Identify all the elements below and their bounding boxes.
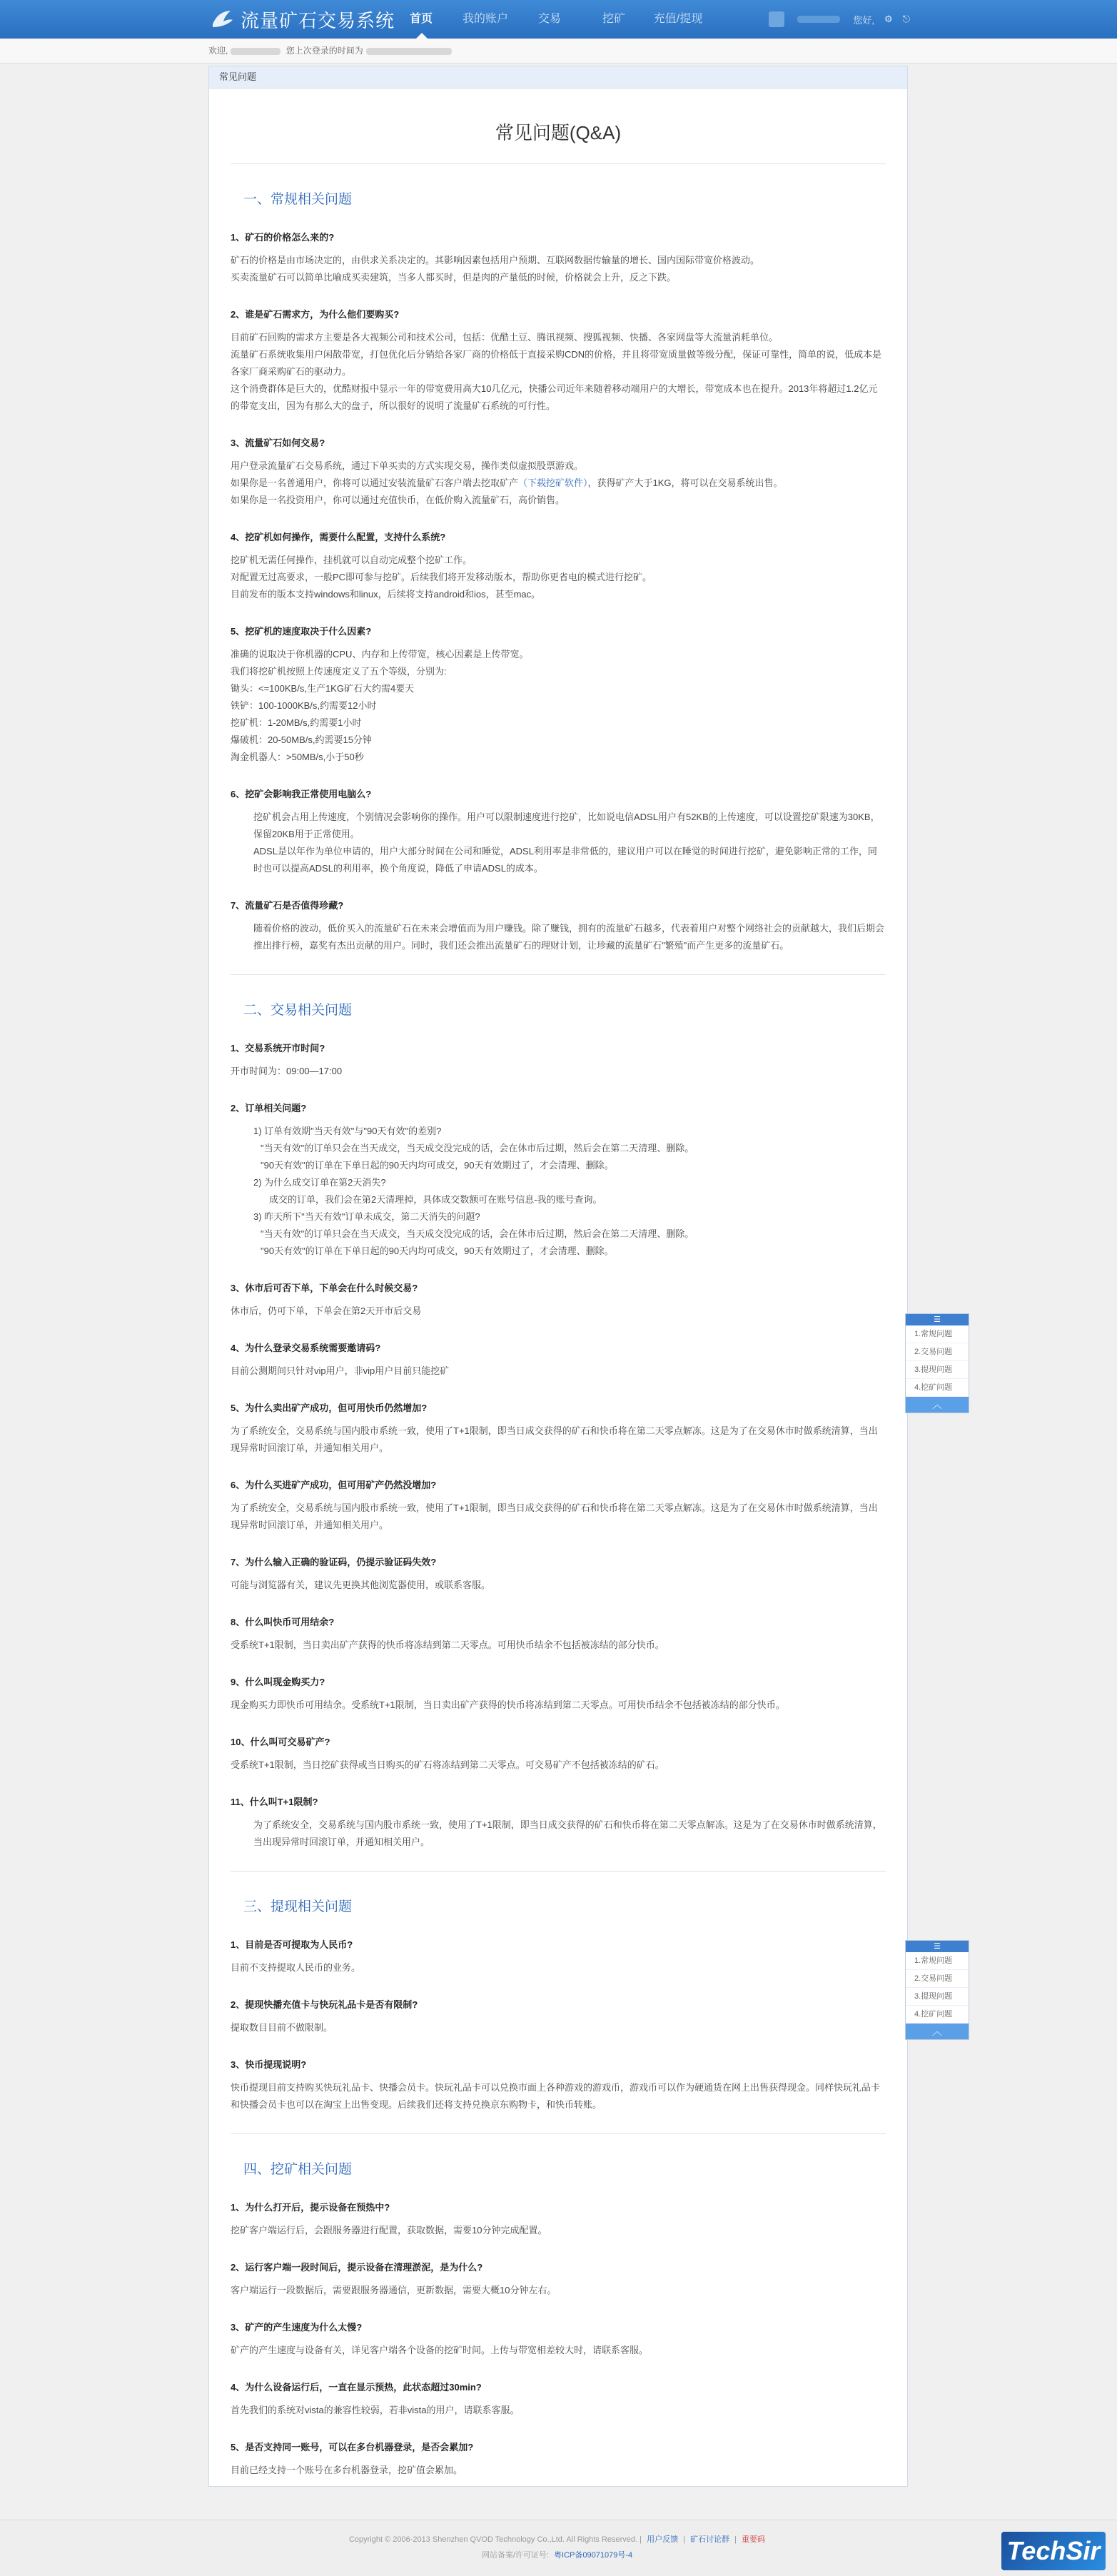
answer-text: 矿产的产生速度与设备有关，详见客户端各个设备的挖矿时间。上传与带宽相差较大时，请联系客服。: [231, 2345, 649, 2355]
settings-icon[interactable]: ⚙: [884, 14, 893, 24]
faq-sections: [209, 188, 907, 2479]
faq-answer-line: [231, 749, 886, 766]
faq-item: [231, 1040, 886, 1080]
answer-text: 这个消费群体是巨大的，优酷财报中显示一年的带宽费用高大10几亿元，快播公司近年来随着移动端用户的大增长，带宽成本也在提升。2013年将超过1.2亿元的带宽支出，因为有那么大的盘子，所以很好的说明了流量矿石系统的可行性。: [231, 383, 878, 411]
faq-answer-line: [231, 1757, 886, 1774]
faq-question: 3、快币提现说明?: [231, 2059, 307, 2070]
faq-answer-line: [231, 1140, 886, 1157]
faq-question: 1、为什么打开后，提示设备在预热中?: [231, 2202, 390, 2213]
faq-item: [231, 897, 886, 954]
answer-text: 客户端运行一段数据后，需要跟服务器通信，更新数据，需要大概10分钟左右。: [231, 2285, 557, 2295]
faq-answer-line: [231, 809, 886, 843]
faq-question: 5、是否支持同一账号，可以在多台机器登录，是否会累加?: [231, 2442, 474, 2453]
feedback-link[interactable]: 用户反馈: [647, 2535, 679, 2544]
faq-answer-line: [231, 458, 886, 475]
faq-question: 2、订单相关问题?: [231, 1103, 307, 1113]
answer-text: 挖矿机会占用上传速度，个别情况会影响你的操作。用户可以限制速度进行挖矿，比如说电信ADSL用户有52KB的上传速度，可以设置挖矿限速为30KB，保留20KB用于正常使用。: [253, 812, 880, 839]
nav-recharge-withdraw[interactable]: 充值/提现: [653, 13, 703, 25]
side-nav-item-withdraw[interactable]: 3.提现问题: [906, 1361, 969, 1379]
user-greeting: 您好,: [853, 14, 875, 26]
faq-item: [231, 2379, 886, 2419]
faq-question: 5、挖矿机的速度取决于什么因素?: [231, 626, 372, 637]
answer-text: 目前发布的版本支持windows和linux，后续将支持android和ios，甚至mac。: [231, 589, 541, 600]
welcome-label: 欢迎,: [208, 46, 228, 56]
answer-text: 现金购买力即快币可用结余。受系统T+1限制，当日卖出矿产获得的快币将冻结到第二天零点。可用快币结余不包括被冻结的部分快币。: [231, 1699, 785, 1710]
faq-item: [231, 786, 886, 877]
floating-side-nav-2: [905, 1940, 969, 2040]
icp-link[interactable]: 粤ICP备09071079号-4: [554, 2551, 633, 2560]
answer-text: 流量矿石系统收集用户闲散带宽，打包优化后分销给各家厂商的价格低于直接采购CDN的价格，并且将带宽质量做等级分配，保证可靠性，简单的说，低成本是各家厂商采购矿石的驱动力。: [231, 349, 882, 377]
section-title: 一、常规相关问题: [243, 192, 353, 207]
answer-text: "90天有效"的订单在下单日起的90天内均可成交，90天有效期过了，才会清理、删除。: [261, 1160, 614, 1171]
faq-question: 7、流量矿石是否值得珍藏?: [231, 900, 344, 911]
faq-item: [231, 2056, 886, 2113]
faq-answer-line: [231, 1191, 886, 1208]
faq-answer-line: [231, 252, 886, 269]
welcome-username-blurred: [231, 48, 280, 55]
faq-item: [231, 2259, 886, 2299]
faq-item: [231, 1340, 886, 1380]
faq-answer-line: [231, 1363, 886, 1380]
faq-answer-line: [231, 1423, 886, 1457]
nav-home[interactable]: 首页: [389, 0, 453, 39]
faq-item: [231, 529, 886, 603]
faq-question: 6、挖矿会影响我正常使用电脑么?: [231, 789, 372, 799]
faq-question: 2、运行客户端一段时间后，提示设备在清理淤泥，是为什么?: [231, 2262, 483, 2273]
answer-text-tail: ，获得矿产大于1KG，将可以在交易系统出售。: [587, 478, 783, 488]
faq-answer-line: [231, 2462, 886, 2479]
faq-answer-line: [231, 1123, 886, 1140]
answer-text: 目前不支持提取人民币的业务。: [231, 1962, 361, 1973]
nav-trade[interactable]: 交易: [537, 13, 561, 25]
faq-section: [209, 188, 907, 954]
answer-text: 用户登录流量矿石交易系统，通过下单买卖的方式实现交易，操作类似虚拟股票游戏。: [231, 460, 584, 471]
side-nav-item-withdraw[interactable]: 3.提现问题: [906, 1988, 969, 2006]
last-login-blurred: [366, 48, 452, 55]
faq-answer-line: [231, 1500, 886, 1534]
faq-question: 9、什么叫现金购买力?: [231, 1677, 325, 1687]
answer-text: 1) 订单有效期"当天有效"与"90天有效"的差别?: [253, 1126, 442, 1136]
answer-text: 为了系统安全，交易系统与国内股市系统一致，使用了T+1限制，即当日成交获得的矿石和快币将在第二天零点解冻。这是为了在交易休市时做系统清算，当出现异常时回滚订单，并通知相关用户。: [231, 1502, 878, 1530]
panel-header: 常见问题: [209, 66, 907, 89]
user-area: [769, 10, 910, 29]
faq-answer-line: [231, 1697, 886, 1714]
faq-question: 3、流量矿石如何交易?: [231, 438, 325, 448]
side-nav-menu-icon: ☰: [906, 1941, 969, 1952]
faq-item: [231, 1794, 886, 1851]
answer-text: 挖矿机无需任何操作，挂机就可以自动完成整个挖矿工作。: [231, 555, 472, 565]
faq-answer-line: [231, 1157, 886, 1174]
faq-answer-line: [231, 2079, 886, 2113]
faq-answer-line: [231, 697, 886, 714]
faq-item: [231, 1280, 886, 1320]
faq-answer-line: [231, 920, 886, 954]
faq-answer-line: [231, 586, 886, 603]
discussion-group-link[interactable]: 矿石讨论群: [690, 2535, 730, 2544]
answer-text: 休市后，仍可下单，下单会在第2天开市后交易: [231, 1305, 422, 1316]
section-divider: [231, 974, 886, 975]
faq-question: 6、为什么买进矿产成功，但可用矿产仍然没增加?: [231, 1480, 437, 1490]
faq-question: 10、什么叫可交易矿产?: [231, 1737, 330, 1747]
faq-answer-line: [231, 380, 886, 415]
answer-text: 挖矿机：1-20MB/s,约需要1小时: [231, 717, 362, 728]
important-code-link[interactable]: 重要码: [742, 2535, 766, 2544]
answer-text: 我们将挖矿机按照上传速度定义了五个等级，分别为:: [231, 666, 447, 677]
faq-answer-line: [231, 492, 886, 509]
answer-text: 随着价格的波动，低价买入的流量矿石在未来会增值而为用户赚钱。除了赚钱，拥有的流量矿石越多，代表着用户对整个网络社会的贡献越大，我们后期会推出排行榜，嘉奖有杰出贡献的用户。同时，我们还会推出流量矿石的理财计划，让珍藏的流量矿石"繁殖"而产生更多的流量矿石。: [253, 923, 885, 951]
nav-my-account[interactable]: 我的账户: [462, 13, 508, 25]
copyright-text: Copyright © 2006-2013 Shenzhen QVOD Technology Co.,Ltd. All Rights Reserved.: [348, 2535, 638, 2544]
faq-answer-line: [231, 1817, 886, 1851]
footer-copyright-line: Copyright © 2006-2013 Shenzhen QVOD Technology Co.,Ltd. All Rights Reserved. | 用户反馈 | 矿石讨论群 | 重要码: [348, 2535, 766, 2544]
faq-answer-line: [231, 646, 886, 663]
faq-item: [231, 1996, 886, 2036]
faq-item: [231, 1734, 886, 1774]
page-title: 常见问题(Q&A): [495, 122, 622, 143]
faq-item: [231, 2319, 886, 2359]
answer-text: 挖矿客户端运行后，会跟服务器进行配置，获取数据，需要10分钟完成配置。: [231, 2225, 547, 2236]
nav-mining[interactable]: 挖矿: [602, 13, 625, 25]
divider: [231, 163, 886, 164]
download-mining-software-link[interactable]: （下载挖矿软件）: [518, 478, 588, 488]
logout-icon[interactable]: ⎋: [902, 14, 910, 24]
answer-text: 提取数目目前不做限制。: [231, 2022, 333, 2033]
logo-icon: [211, 9, 235, 30]
answer-text: 目前公测期间只针对vip用户，非vip用户目前只能挖矿: [231, 1365, 450, 1376]
answer-text: "当天有效"的订单只会在当天成交，当天成交没完成的话，会在休市后过期，然后会在第二天清理、删除。: [261, 1143, 694, 1153]
answer-text: 买卖流量矿石可以简单比喻成买卖建筑，当多人都买时，但是肉的产量低的时候，价格就会上升，反之下跌。: [231, 272, 677, 283]
answer-text: 受系统T+1限制，当日卖出矿产获得的快币将冻结到第二天零点。可用快币结余不包括被冻结的部分快币。: [231, 1640, 664, 1650]
username-blurred: [797, 16, 840, 23]
faq-answer-line: [231, 475, 886, 492]
floating-side-nav: [905, 1313, 969, 1413]
faq-section: [209, 999, 907, 1851]
icp-label: 网站备案/许可证号:: [481, 2551, 549, 2560]
avatar[interactable]: [769, 11, 784, 27]
faq-answer-line: [231, 843, 886, 877]
back-to-top-button[interactable]: ︿: [906, 2024, 969, 2039]
faq-answer-line: [231, 1303, 886, 1320]
answer-text: 成交的订单，我们会在第2天清理掉，具体成交数额可在账号信息-我的账号查询。: [269, 1194, 602, 1205]
answer-text: 淘金机器人：>50MB/s,小于50秒: [231, 752, 364, 762]
answer-text: 矿石的价格是由市场决定的，由供求关系决定的。其影响因素包括用户预期、互联网数据传输量的增长、国内国际带宽价格波动。: [231, 255, 760, 266]
side-nav-item-general[interactable]: 1.常规问题: [906, 1952, 969, 1970]
faq-answer-line: [231, 1959, 886, 1976]
side-nav-item-mining[interactable]: 4.挖矿问题: [906, 1379, 969, 1397]
faq-answer-line: [231, 2019, 886, 2036]
faq-answer-line: [231, 680, 886, 697]
section-divider: [231, 2133, 886, 2134]
faq-item: [231, 2439, 886, 2479]
faq-item: [231, 1614, 886, 1654]
faq-section: [209, 2158, 907, 2479]
answer-text: 为了系统安全，交易系统与国内股市系统一致，使用了T+1限制，即当日成交获得的矿石和快币将在第二天零点解冻。这是为了在交易休市时做系统清算，当出现异常时回滚订单，并通知相关用户。: [253, 1819, 882, 1847]
main-nav: [389, 0, 710, 39]
answer-text: 3) 昨天所下"当天有效"订单未成交，第二天消失的问题?: [253, 1211, 480, 1222]
answer-text: 准确的说取决于你机器的CPU、内存和上传带宽，核心因素是上传带宽。: [231, 649, 529, 660]
faq-answer-line: [231, 1226, 886, 1243]
answer-text: 开市时间为：09:00—17:00: [231, 1066, 343, 1076]
faq-question: 11、什么叫T+1限制?: [231, 1797, 318, 1807]
faq-question: 4、挖矿机如何操作，需要什么配置，支持什么系统?: [231, 532, 446, 542]
answer-text: 目前已经支持一个账号在多台机器登录，挖矿值会累加。: [231, 2465, 463, 2475]
faq-answer-line: [231, 269, 886, 286]
section-title: 四、挖矿相关问题: [243, 2162, 353, 2177]
faq-answer-line: [231, 2342, 886, 2359]
faq-answer-line: [231, 2222, 886, 2239]
answer-text: 2) 为什么成交订单在第2天消失?: [253, 1177, 386, 1188]
side-nav-menu-icon: ☰: [906, 1314, 969, 1325]
back-to-top-button[interactable]: ︿: [906, 1397, 969, 1413]
faq-item: [231, 435, 886, 509]
answer-text: "90天有效"的订单在下单日起的90天内均可成交，90天有效期过了，才会清理、删除。: [261, 1246, 614, 1256]
techsir-watermark-logo: TechSir: [1001, 2532, 1106, 2570]
faq-answer-line: [231, 663, 886, 680]
section-title: 三、提现相关问题: [243, 1899, 353, 1914]
faq-question: 1、矿石的价格怎么来的?: [231, 232, 335, 243]
top-bar: [0, 0, 1117, 39]
answer-text: 如果你是一名普通用户，你将可以通过安装流量矿石客户端去挖取矿产: [231, 478, 519, 488]
answer-text: "当天有效"的订单只会在当天成交，当天成交没完成的话，会在休市后过期，然后会在第二天清理、删除。: [261, 1228, 694, 1239]
faq-answer-line: [231, 1063, 886, 1080]
faq-answer-line: [231, 552, 886, 569]
answer-text: 目前矿石回购的需求方主要是各大视频公司和技术公司，包括：优酷土豆、腾讯视频、搜狐视频、快播、各家网盘等大流量消耗单位。: [231, 332, 779, 343]
faq-answer-line: [231, 1174, 886, 1191]
faq-question: 4、为什么设备运行后，一直在显示预热，此状态超过30min?: [231, 2382, 482, 2393]
faq-question: 3、矿产的产生速度为什么太慢?: [231, 2322, 363, 2333]
answer-text: 为了系统安全，交易系统与国内股市系统一致，使用了T+1限制，即当日成交获得的矿石和快币将在第二天零点解冻。这是为了在交易休市时做系统清算，当出现异常时回滚订单，并通知相关用户。: [231, 1425, 878, 1453]
faq-item: [231, 1100, 886, 1260]
welcome-bar: [0, 39, 1117, 64]
answer-text: 快币提现目前支持购买快玩礼品卡、快播会员卡。快玩礼品卡可以兑换市面上各种游戏的游戏币，游戏币可以作为硬通货在网上出售获得现金。同样快玩礼品卡和快播会员卡也可以在淘宝上出售变现。后续我们还将支持兑换京东购物卡，和快币转账。: [231, 2082, 881, 2110]
side-nav-item-trade[interactable]: 2.交易问题: [906, 1343, 969, 1361]
welcome-text: [208, 44, 455, 56]
logo-text: 流量矿石交易系统: [241, 9, 395, 31]
section-divider: [231, 1871, 886, 1872]
section-title: 二、交易相关问题: [243, 1003, 353, 1018]
answer-text: 铁铲：100-1000KB/s,约需要12小时: [231, 700, 377, 711]
faq-question: 4、为什么登录交易系统需要邀请码?: [231, 1343, 381, 1353]
last-login-label: 您上次登录的时间为: [285, 46, 363, 56]
faq-answer-line: [231, 1577, 886, 1594]
answer-text: 锄头：<=100KB/s,生产1KG矿石大约需4要天: [231, 683, 415, 694]
answer-text: 可能与浏览器有关，建议先更换其他浏览器使用，或联系客服。: [231, 1580, 491, 1590]
faq-question: 5、为什么卖出矿产成功，但可用快币仍然增加?: [231, 1403, 428, 1413]
faq-answer-line: [231, 1637, 886, 1654]
faq-panel: [208, 66, 908, 2487]
faq-answer-line: [231, 2402, 886, 2419]
faq-answer-line: [231, 1208, 886, 1226]
faq-question: 7、为什么输入正确的验证码，仍提示验证码失效?: [231, 1557, 437, 1567]
faq-question: 1、目前是否可提取为人民币?: [231, 1939, 353, 1950]
side-nav-item-trade[interactable]: 2.交易问题: [906, 1970, 969, 1988]
faq-item: [231, 623, 886, 766]
faq-section: [209, 1896, 907, 2113]
footer-icp-line: [0, 2549, 1117, 2560]
answer-text: 如果你是一名投资用户，你可以通过充值快币，在低价购入流量矿石，高价销售。: [231, 495, 565, 505]
faq-item: [231, 1936, 886, 1976]
faq-question: 8、什么叫快币可用结余?: [231, 1617, 335, 1627]
faq-question: 2、提现快播充值卡与快玩礼品卡是否有限制?: [231, 1999, 418, 2010]
answer-text: 首先我们的系统对vista的兼容性较弱，若非vista的用户，请联系客服。: [231, 2405, 520, 2415]
answer-text: 受系统T+1限制，当日挖矿获得或当日购买的矿石将冻结到第二天零点。可交易矿产不包括被冻结的矿石。: [231, 1759, 664, 1770]
faq-answer-line: [231, 714, 886, 732]
answer-text: ADSL是以年作为单位申请的，用户大部分时间在公司和睡觉，ADSL利用率是非常低的，建议用户可以在睡觉的时间进行挖矿，避免影响正常的工作，同时也可以提高ADSL的利用率，换个角度说，降低了申请ADSL的成本。: [253, 846, 877, 874]
faq-item: [231, 229, 886, 286]
faq-answer-line: [231, 569, 886, 586]
faq-answer-line: [231, 329, 886, 346]
faq-item: [231, 1554, 886, 1594]
side-nav-item-mining[interactable]: 4.挖矿问题: [906, 2006, 969, 2024]
faq-answer-line: [231, 346, 886, 380]
site-logo[interactable]: [211, 6, 395, 33]
faq-item: [231, 1674, 886, 1714]
answer-text: 爆破机：20-50MB/s,约需要15分钟: [231, 734, 372, 745]
faq-item: [231, 2199, 886, 2239]
faq-answer-line: [231, 732, 886, 749]
faq-question: 2、谁是矿石需求方，为什么他们要购买?: [231, 309, 400, 320]
footer: [0, 2520, 1117, 2576]
faq-question: 1、交易系统开市时间?: [231, 1043, 325, 1054]
faq-item: [231, 306, 886, 415]
faq-answer-line: [231, 2282, 886, 2299]
faq-item: [231, 1477, 886, 1534]
faq-item: [231, 1400, 886, 1457]
answer-text: 对配置无过高要求，一般PC即可参与挖矿。后续我们将开发移动版本，帮助你更省电的模式进行挖矿。: [231, 572, 652, 582]
faq-question: 3、休市后可否下单，下单会在什么时候交易?: [231, 1283, 418, 1293]
side-nav-item-general[interactable]: 1.常规问题: [906, 1325, 969, 1343]
faq-answer-line: [231, 1243, 886, 1260]
